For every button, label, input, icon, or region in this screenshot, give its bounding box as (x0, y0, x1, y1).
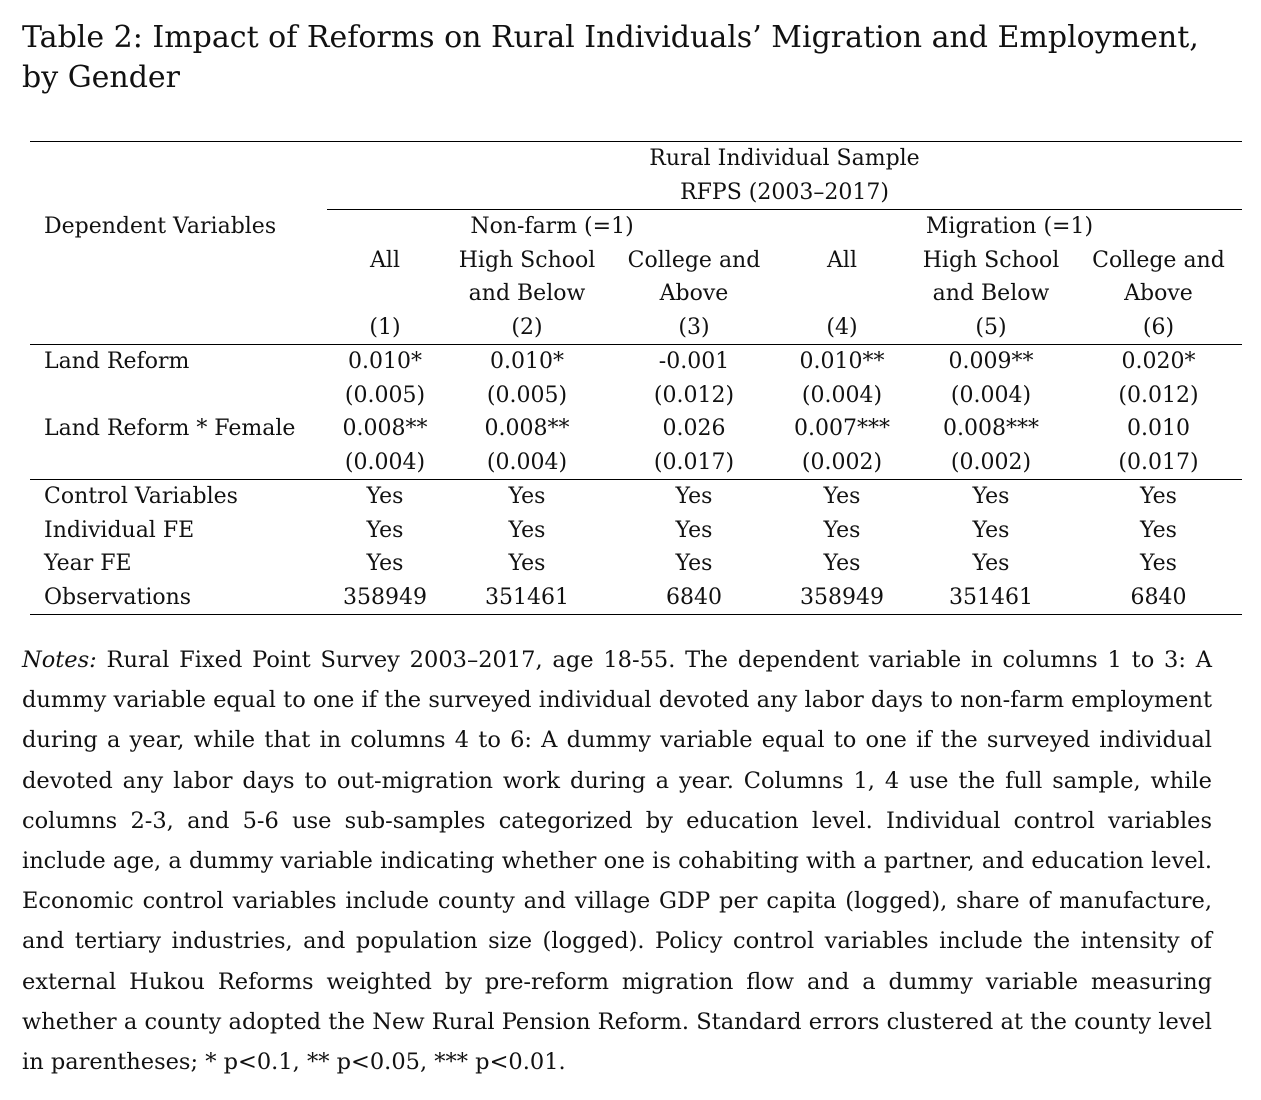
col-number: (5) (975, 314, 1007, 340)
footer-cell: 351461 (443, 581, 611, 615)
footer-cell: Yes (823, 517, 861, 543)
footer-cell: Yes (1140, 551, 1177, 576)
col-head-line1: High School (458, 247, 596, 273)
regression-table (30, 141, 1242, 615)
coef-row-land-reform (30, 345, 1242, 379)
header-row-groups (30, 210, 1242, 244)
footer-cell: Yes (366, 551, 404, 576)
coef-cell: 0.008** (484, 416, 570, 441)
coef-cell: 0.026 (662, 416, 726, 441)
footer-cell: Yes (443, 480, 611, 514)
col-number: (2) (511, 314, 543, 340)
caption-line-2: by Gender (22, 60, 181, 95)
se-cell: (0.004) (801, 382, 883, 408)
footer-cell: Yes (508, 517, 546, 543)
col-head-line1: College and (1092, 247, 1225, 273)
coef-cell: 0.008** (342, 416, 428, 441)
row-label: Control Variables (30, 480, 327, 514)
footer-row-controls (30, 480, 1242, 514)
se-row-land-reform (30, 379, 1242, 413)
notes-text: Rural Fixed Point Survey 2003–2017, age 18-55. The dependent variable in columns 1 to 3: A dummy variable equal to one if the surveyed individual devoted any labor days to non-farm employment during a year, while that in columns 4 to 6: A dummy variable equal to one if the surveyed individual devoted any labor days to out-migration work during a year. Columns 1, 4 use the full sample, while columns 2-3, and 5-6 use sub-samples categorized by education level. Individual control variables include age, a dummy variable indicating whether one is cohabiting with a partner, and education level. Economic control variables include county and village GDP per capita (logged), share of manufacture, and tertiary industries, and population size (logged). Policy control variables include the intensity of external Hukou Reforms weighted by pre-reform migration flow and a dummy variable measuring whether a county adopted the New Rural Pension Reform. Standard errors clustered at the county level in parentheses; * p<0.1, ** p<0.05, *** p<0.01. (22, 647, 1212, 1076)
coef-cell: 0.008*** (943, 416, 1039, 441)
se-cell: (0.002) (801, 449, 883, 475)
notes-label: Notes: (22, 647, 97, 673)
col-head-line1: All (827, 247, 857, 273)
col-head-line1: All (370, 247, 400, 273)
col-head-line1: College and (627, 247, 761, 273)
footer-cell: Yes (972, 517, 1010, 543)
footer-cell: 358949 (777, 581, 907, 615)
footer-row-individual-fe (30, 514, 1242, 548)
col-head-line2 (327, 277, 443, 311)
survey-label: RFPS (2003–2017) (680, 179, 889, 205)
footer-cell: Yes (675, 551, 713, 576)
footer-cell: Yes (611, 480, 777, 514)
col-head-line2: Above (659, 281, 729, 306)
se-cell: (0.012) (653, 382, 735, 408)
sample-label: Rural Individual Sample (327, 142, 1242, 176)
footer-cell: 6840 (1075, 581, 1242, 615)
se-row-land-reform-female (30, 446, 1242, 480)
group-nonfarm: Non-farm (=1) (327, 210, 777, 244)
col-number: (1) (369, 314, 401, 340)
coef-cell: 0.010** (777, 345, 907, 379)
row-label: Observations (30, 581, 327, 615)
footer-cell: Yes (508, 551, 546, 576)
col-number: (6) (1142, 314, 1175, 340)
se-cell: (0.004) (950, 382, 1032, 408)
se-cell: (0.017) (653, 449, 735, 475)
footer-cell: Yes (777, 480, 907, 514)
dependent-variables-label: Dependent Variables (44, 213, 277, 239)
table-caption (22, 18, 1202, 98)
footer-cell: Yes (1075, 480, 1242, 514)
col-head-line1: High School (922, 247, 1060, 273)
col-number: (3) (678, 314, 710, 340)
header-row-subgroup-2 (30, 277, 1242, 311)
se-cell: (0.017) (1118, 449, 1199, 475)
footer-cell: Yes (823, 551, 861, 576)
col-head-line2 (777, 277, 907, 311)
footer-cell: Yes (675, 517, 713, 543)
row-label: Year FE (44, 551, 132, 576)
footer-cell: 351461 (907, 581, 1075, 615)
footer-cell: 358949 (327, 581, 443, 615)
footer-cell: Yes (327, 480, 443, 514)
col-head-line2: and Below (468, 281, 586, 306)
coef-cell: 0.010* (443, 345, 611, 379)
group-migration: Migration (=1) (777, 210, 1242, 244)
footer-cell: Yes (907, 480, 1075, 514)
header-row-sample (30, 142, 1242, 176)
col-head-line2: and Below (932, 281, 1050, 306)
coef-cell: 0.020* (1075, 345, 1242, 379)
coef-cell: 0.010* (327, 345, 443, 379)
footer-row-year-fe (30, 547, 1242, 581)
se-cell: (0.004) (344, 449, 426, 475)
se-cell: (0.002) (950, 449, 1032, 475)
coef-cell: 0.010 (1127, 416, 1190, 441)
row-label: Land Reform (30, 345, 327, 379)
row-label: Land Reform * Female (44, 416, 296, 441)
header-row-column-numbers (30, 311, 1242, 345)
footer-cell: Yes (366, 517, 404, 543)
footer-cell: Yes (972, 551, 1010, 576)
row-label: Individual FE (44, 517, 195, 543)
col-number: (4) (826, 314, 858, 340)
header-row-survey (30, 176, 1242, 210)
col-head-line2: Above (1124, 281, 1193, 306)
coef-cell: -0.001 (611, 345, 777, 379)
footer-row-observations (30, 581, 1242, 615)
table-notes (22, 640, 1212, 1082)
coef-cell: 0.009** (907, 345, 1075, 379)
footer-cell: 6840 (611, 581, 777, 615)
se-cell: (0.012) (1118, 382, 1199, 408)
se-cell: (0.005) (344, 382, 426, 408)
header-row-subgroup-1 (30, 244, 1242, 278)
coef-row-land-reform-female (30, 412, 1242, 446)
se-cell: (0.004) (486, 449, 568, 475)
caption-line-1: Table 2: Impact of Reforms on Rural Individuals’ Migration and Employment, (22, 20, 1199, 55)
footer-cell: Yes (1140, 517, 1177, 543)
coef-cell: 0.007*** (794, 416, 890, 441)
se-cell: (0.005) (486, 382, 568, 408)
